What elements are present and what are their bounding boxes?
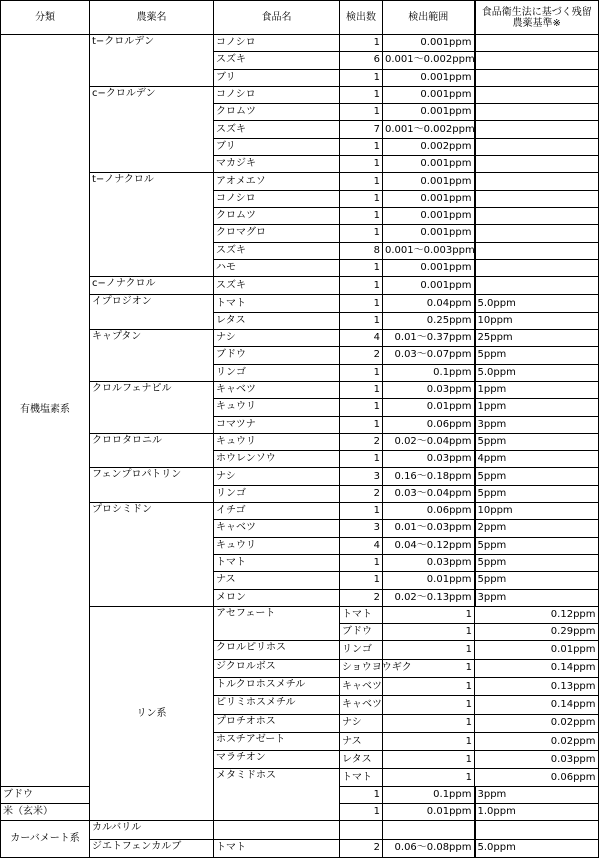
- range-cell: 0.001〜0.002ppm: [383, 121, 475, 138]
- range-cell: 0.01〜0.37ppm: [383, 330, 475, 347]
- range-cell: 0.03〜0.04ppm: [383, 485, 475, 502]
- food-cell: ナシ: [214, 330, 340, 347]
- food-cell: トマト: [340, 606, 383, 623]
- range-cell: 0.06ppm: [383, 416, 475, 433]
- table-body: [1, 35, 599, 858]
- standard-cell: [475, 277, 599, 295]
- food-cell: スズキ: [214, 277, 340, 295]
- range-cell: 0.01ppm: [383, 399, 475, 416]
- table-row: [1, 381, 599, 398]
- standard-cell: 5.0ppm: [475, 364, 599, 381]
- food-cell: 米（玄米）: [1, 804, 90, 821]
- range-cell: 0.29ppm: [475, 624, 599, 641]
- table-row: [1, 330, 599, 347]
- count-cell: 1: [383, 659, 475, 677]
- food-cell: レタス: [214, 312, 340, 329]
- count-cell: 1: [340, 295, 383, 312]
- range-cell: 0.06〜0.08ppm: [383, 839, 475, 857]
- food-cell: クロマグロ: [214, 225, 340, 242]
- pesticide-cell: t−ノナクロル: [90, 173, 214, 277]
- table-row: [1, 35, 599, 52]
- pesticide-cell: イプロジオン: [90, 295, 214, 330]
- food-cell: キャベツ: [214, 520, 340, 537]
- standard-cell: [475, 138, 599, 155]
- food-cell: イチゴ: [214, 503, 340, 520]
- count-cell: 1: [383, 751, 475, 769]
- count-cell: 1: [340, 104, 383, 121]
- count-cell: 1: [383, 769, 475, 786]
- range-cell: 0.001〜0.003ppm: [383, 242, 475, 259]
- pesticide-cell: マラチオン: [214, 751, 340, 769]
- table-row: [1, 821, 599, 839]
- food-cell: スズキ: [214, 242, 340, 259]
- count-cell: 1: [383, 732, 475, 750]
- count-cell: 1: [340, 225, 383, 242]
- count-cell: 1: [340, 207, 383, 224]
- count-cell: 1: [340, 259, 383, 276]
- pesticide-cell: t−クロルデン: [90, 35, 214, 87]
- pesticide-cell: ピリミホスメチル: [214, 696, 340, 714]
- standard-cell: 10ppm: [475, 312, 599, 329]
- food-cell: スズキ: [214, 121, 340, 138]
- count-cell: 6: [340, 52, 383, 69]
- food-cell: クロムツ: [214, 104, 340, 121]
- range-cell: 0.001〜0.002ppm: [383, 52, 475, 69]
- range-cell: 0.1ppm: [383, 364, 475, 381]
- pesticide-cell: クロルピリホス: [214, 641, 340, 659]
- food-cell: キャベツ: [340, 696, 383, 714]
- count-cell: 1: [340, 399, 383, 416]
- range-cell: 0.16〜0.18ppm: [383, 468, 475, 485]
- pesticide-cell: カルバリル: [90, 821, 214, 839]
- standard-cell: 5ppm: [475, 537, 599, 554]
- count-cell: 1: [383, 714, 475, 732]
- food-cell: ホウレンソウ: [214, 451, 340, 468]
- table-row: [1, 433, 599, 450]
- range-cell: 0.03ppm: [383, 381, 475, 398]
- standard-cell: [475, 156, 599, 173]
- food-cell: ブドウ: [1, 786, 90, 803]
- range-cell: 0.25ppm: [383, 312, 475, 329]
- standard-cell: 10ppm: [475, 503, 599, 520]
- count-cell: 1: [340, 86, 383, 103]
- food-cell: スズキ: [214, 52, 340, 69]
- count-cell: 1: [340, 786, 383, 803]
- standard-cell: [475, 121, 599, 138]
- food-cell: ナシ: [340, 714, 383, 732]
- standard-cell: [475, 173, 599, 190]
- food-cell: ブドウ: [340, 624, 383, 641]
- range-cell: [383, 821, 475, 839]
- range-cell: 0.01ppm: [475, 641, 599, 659]
- food-cell: キュウリ: [214, 399, 340, 416]
- standard-cell: 5ppm: [475, 468, 599, 485]
- range-cell: 0.001ppm: [383, 173, 475, 190]
- pesticide-cell: c−クロルデン: [90, 86, 214, 172]
- count-cell: 1: [340, 138, 383, 155]
- count-cell: 1: [340, 35, 383, 52]
- range-cell: 0.12ppm: [475, 606, 599, 623]
- header-count: 検出数: [340, 1, 383, 35]
- table-row: [1, 606, 599, 623]
- food-cell: リンゴ: [340, 641, 383, 659]
- range-cell: 0.14ppm: [475, 696, 599, 714]
- standard-cell: [475, 821, 599, 839]
- range-cell: 0.04ppm: [383, 295, 475, 312]
- standard-cell: 25ppm: [475, 330, 599, 347]
- count-cell: 1: [340, 277, 383, 295]
- range-cell: 0.001ppm: [383, 69, 475, 86]
- count-cell: 3: [340, 468, 383, 485]
- food-cell: [214, 821, 340, 839]
- standard-cell: 5.0ppm: [475, 839, 599, 857]
- standard-cell: [475, 104, 599, 121]
- range-cell: 0.001ppm: [383, 225, 475, 242]
- category-cell: リン系: [90, 606, 214, 821]
- header-row: [1, 1, 599, 35]
- pesticide-cell: クロルフェナピル: [90, 381, 214, 433]
- food-cell: コノシロ: [214, 86, 340, 103]
- standard-cell: 3ppm: [475, 416, 599, 433]
- range-cell: 0.02ppm: [475, 732, 599, 750]
- table-row: [1, 503, 599, 520]
- standard-cell: 4ppm: [475, 451, 599, 468]
- food-cell: キャベツ: [340, 677, 383, 695]
- pesticide-cell: ジクロルボス: [214, 659, 340, 677]
- standard-cell: [475, 35, 599, 52]
- standard-cell: 3ppm: [475, 786, 599, 803]
- header-pesticide: 農薬名: [90, 1, 214, 35]
- food-cell: トマト: [214, 839, 340, 857]
- standard-cell: [475, 69, 599, 86]
- range-cell: 0.13ppm: [475, 677, 599, 695]
- pesticide-cell: フェンプロパトリン: [90, 468, 214, 503]
- header-food: 食品名: [214, 1, 340, 35]
- pesticide-cell: ホスチアゼート: [214, 732, 340, 750]
- count-cell: 2: [340, 485, 383, 502]
- standard-cell: 2ppm: [475, 520, 599, 537]
- count-cell: 1: [340, 416, 383, 433]
- count-cell: 1: [383, 606, 475, 623]
- range-cell: 0.01ppm: [383, 804, 475, 821]
- standard-cell: 1ppm: [475, 381, 599, 398]
- food-cell: コノシロ: [214, 190, 340, 207]
- count-cell: 1: [383, 624, 475, 641]
- pesticide-cell: トルクロホスメチル: [214, 677, 340, 695]
- pesticide-cell: アセフェート: [214, 606, 340, 641]
- standard-cell: 5ppm: [475, 572, 599, 589]
- range-cell: 0.02〜0.04ppm: [383, 433, 475, 450]
- standard-cell: [475, 225, 599, 242]
- count-cell: 1: [340, 381, 383, 398]
- range-cell: 0.03ppm: [383, 451, 475, 468]
- range-cell: 0.14ppm: [475, 659, 599, 677]
- food-cell: キュウリ: [214, 537, 340, 554]
- range-cell: 0.001ppm: [383, 156, 475, 173]
- range-cell: 0.001ppm: [383, 104, 475, 121]
- food-cell: レタス: [340, 751, 383, 769]
- standard-cell: [475, 52, 599, 69]
- count-cell: 4: [340, 330, 383, 347]
- count-cell: 1: [340, 451, 383, 468]
- standard-cell: [475, 190, 599, 207]
- range-cell: 0.001ppm: [383, 259, 475, 276]
- standard-cell: 5ppm: [475, 554, 599, 571]
- count-cell: 1: [340, 572, 383, 589]
- pesticide-cell: メタミドホス: [214, 769, 340, 821]
- food-cell: メロン: [214, 589, 340, 606]
- count-cell: 4: [340, 537, 383, 554]
- count-cell: 1: [340, 156, 383, 173]
- range-cell: 0.01ppm: [383, 572, 475, 589]
- count-cell: 1: [383, 696, 475, 714]
- standard-cell: [475, 242, 599, 259]
- food-cell: コマツナ: [214, 416, 340, 433]
- count-cell: 2: [340, 589, 383, 606]
- count-cell: 1: [340, 69, 383, 86]
- food-cell: マカジキ: [214, 156, 340, 173]
- food-cell: ナシ: [214, 468, 340, 485]
- food-cell: コノシロ: [214, 35, 340, 52]
- count-cell: 1: [340, 364, 383, 381]
- count-cell: 1: [340, 804, 383, 821]
- standard-cell: [475, 86, 599, 103]
- range-cell: 0.03ppm: [475, 751, 599, 769]
- count-cell: 1: [383, 677, 475, 695]
- range-cell: 0.001ppm: [383, 207, 475, 224]
- count-cell: 7: [340, 121, 383, 138]
- pesticide-cell: ジエトフェンカルブ: [90, 839, 214, 857]
- pesticide-cell: クロロタロニル: [90, 433, 214, 468]
- standard-cell: 1ppm: [475, 399, 599, 416]
- range-cell: 0.02〜0.13ppm: [383, 589, 475, 606]
- category-cell: 有機塩素系: [1, 35, 90, 787]
- pesticide-cell: プロチオホス: [214, 714, 340, 732]
- table-row: [1, 277, 599, 295]
- count-cell: 3: [340, 520, 383, 537]
- range-cell: 0.04〜0.12ppm: [383, 537, 475, 554]
- pesticide-cell: c−ノナクロル: [90, 277, 214, 295]
- count-cell: 1: [340, 312, 383, 329]
- count-cell: 2: [340, 433, 383, 450]
- count-cell: 1: [340, 173, 383, 190]
- food-cell: リンゴ: [214, 485, 340, 502]
- header-category: 分類: [1, 1, 90, 35]
- food-cell: ナス: [340, 732, 383, 750]
- count-cell: 1: [340, 554, 383, 571]
- standard-cell: 5ppm: [475, 433, 599, 450]
- count-cell: 1: [383, 641, 475, 659]
- count-cell: 2: [340, 347, 383, 364]
- standard-cell: 1.0ppm: [475, 804, 599, 821]
- table-row: [1, 173, 599, 190]
- standard-cell: 5ppm: [475, 485, 599, 502]
- count-cell: [340, 821, 383, 839]
- range-cell: 0.06ppm: [475, 769, 599, 786]
- range-cell: 0.06ppm: [383, 503, 475, 520]
- food-cell: アオメエソ: [214, 173, 340, 190]
- range-cell: 0.1ppm: [383, 786, 475, 803]
- range-cell: 0.001ppm: [383, 277, 475, 295]
- pesticide-cell: キャプタン: [90, 330, 214, 382]
- count-cell: 8: [340, 242, 383, 259]
- count-cell: 1: [340, 503, 383, 520]
- pesticide-cell: プロシミドン: [90, 503, 214, 607]
- header-range: 検出範囲: [383, 1, 475, 35]
- food-cell: キュウリ: [214, 433, 340, 450]
- count-cell: 1: [340, 190, 383, 207]
- food-cell: トマト: [214, 295, 340, 312]
- range-cell: 0.001ppm: [383, 35, 475, 52]
- range-cell: 0.002ppm: [383, 138, 475, 155]
- food-cell: リンゴ: [214, 364, 340, 381]
- table-row: [1, 295, 599, 312]
- standard-cell: 5ppm: [475, 347, 599, 364]
- food-cell: ショウヨウギク: [340, 659, 383, 677]
- table-row: [1, 468, 599, 485]
- range-cell: 0.02ppm: [475, 714, 599, 732]
- food-cell: トマト: [214, 554, 340, 571]
- food-cell: クロムツ: [214, 207, 340, 224]
- food-cell: ナス: [214, 572, 340, 589]
- range-cell: 0.01〜0.03ppm: [383, 520, 475, 537]
- range-cell: 0.03ppm: [383, 554, 475, 571]
- range-cell: 0.001ppm: [383, 190, 475, 207]
- food-cell: ハモ: [214, 259, 340, 276]
- food-cell: ブリ: [214, 138, 340, 155]
- food-cell: ブリ: [214, 69, 340, 86]
- food-cell: ブドウ: [214, 347, 340, 364]
- range-cell: 0.001ppm: [383, 86, 475, 103]
- category-cell: カーバメート系: [1, 821, 90, 858]
- food-cell: キャベツ: [214, 381, 340, 398]
- table-row: [1, 86, 599, 103]
- count-cell: 2: [340, 839, 383, 857]
- standard-cell: 3ppm: [475, 589, 599, 606]
- table-row: [1, 839, 599, 857]
- header-standard: 食品衛生法に基づく残留農薬基準※: [475, 1, 599, 35]
- food-cell: トマト: [340, 769, 383, 786]
- standard-cell: [475, 259, 599, 276]
- standard-cell: 5.0ppm: [475, 295, 599, 312]
- standard-cell: [475, 207, 599, 224]
- range-cell: 0.03〜0.07ppm: [383, 347, 475, 364]
